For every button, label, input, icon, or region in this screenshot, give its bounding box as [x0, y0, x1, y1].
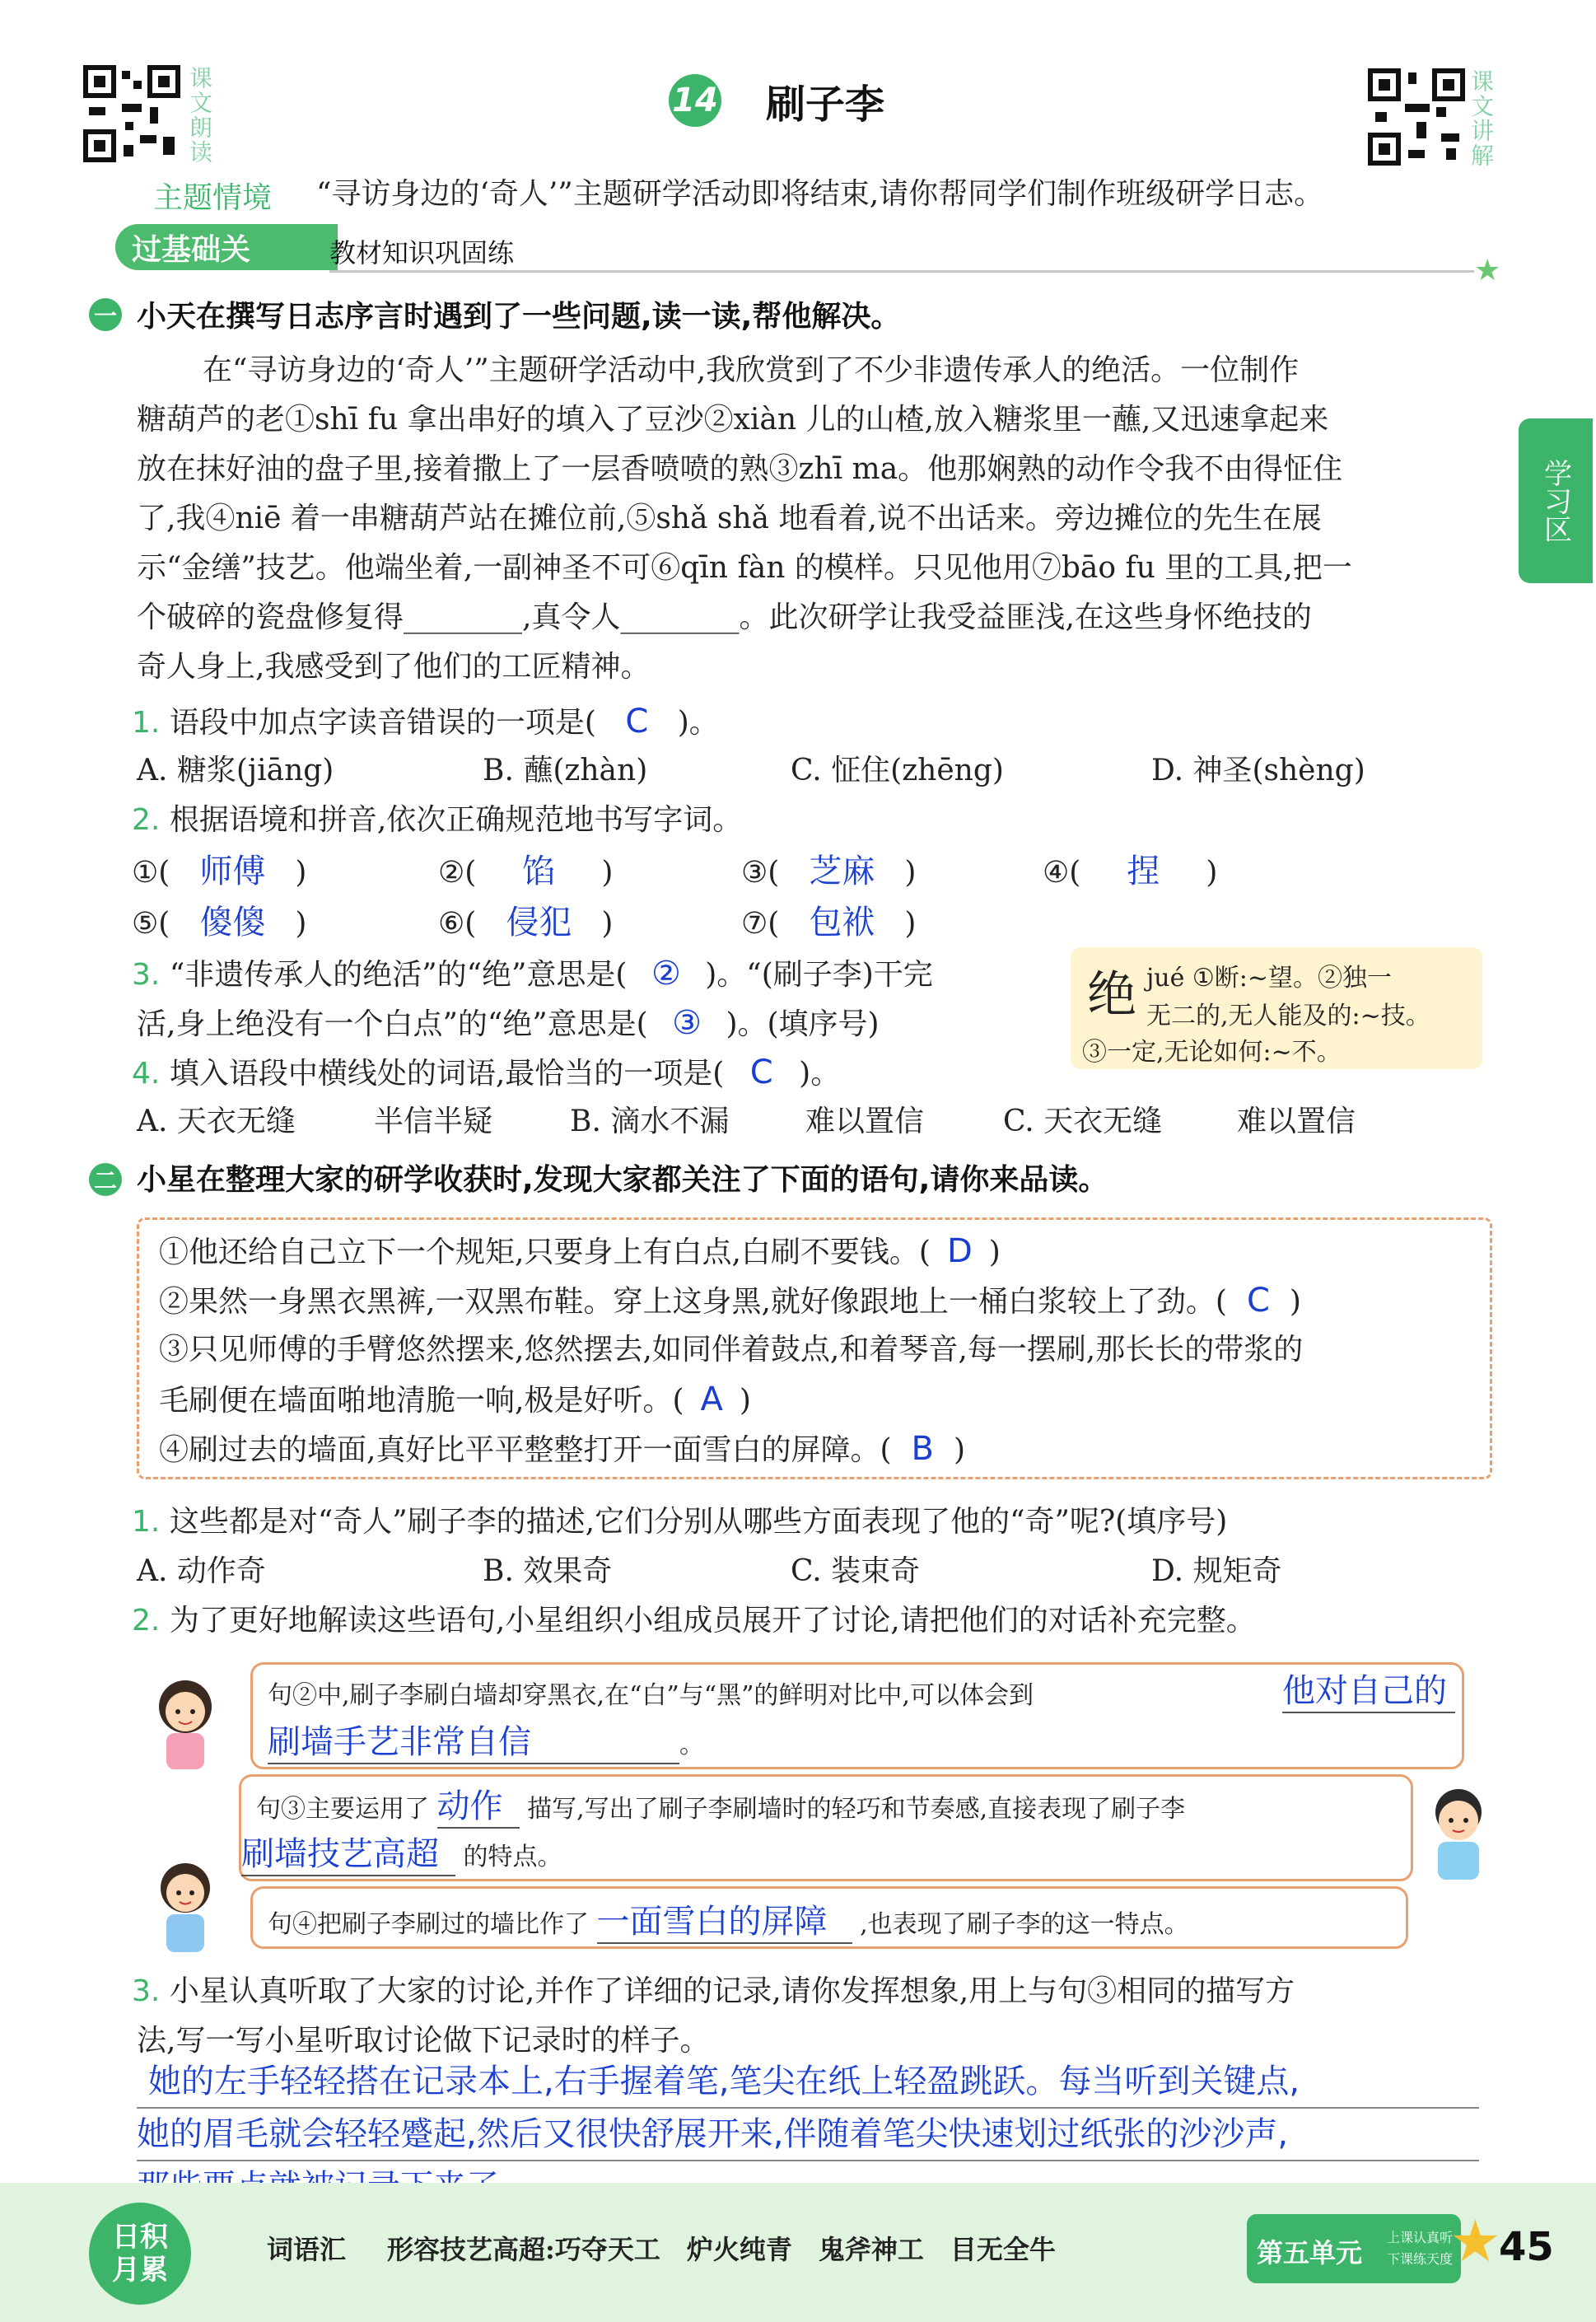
sentence-text: ③只见师傅的手臂悠然摆来,悠然摆去,如同伴着鼓点,和着琴音,每一摆刷,那长长的带浆的 — [159, 1333, 1304, 1367]
p1-q2 — [132, 796, 742, 845]
p2-q3-text1: 小星认真听取了大家的讨论,并作了详细的记录,请你发挥想象,用上与句③相同的描写方 — [169, 1974, 1295, 2008]
dict-line1: jué ①断:~望。②独一 — [1146, 964, 1393, 993]
bubble2-text2: 描写,写出了刷子李刷墙时的轻巧和节奏感,直接表现了刷子李 — [527, 1795, 1186, 1824]
p1-q3-answer2[interactable]: ③ — [672, 1004, 702, 1042]
dict-char: 绝 — [1087, 966, 1136, 1024]
sentence — [159, 1424, 965, 1475]
qr-left-label: 课文朗读 — [186, 66, 213, 165]
p1-q4-num: 4. — [132, 1057, 161, 1091]
passage-line: 放在抹好油的盘子里,接着撒上了一层香喷喷的熟③zhī ma。他那娴熟的动作令我不由得怔住 — [137, 452, 1343, 486]
bubble2-end: 的特点。 — [463, 1843, 562, 1871]
p1-q1 — [132, 697, 719, 748]
q2-item — [438, 898, 613, 949]
option[interactable]: C. 怔住(zhēng) — [791, 754, 1004, 787]
girl-icon — [140, 1857, 231, 1955]
bubble2-line2 — [241, 1828, 562, 1876]
bubble3-line — [268, 1895, 1189, 1944]
side-tab-study-area: 学习区 — [1519, 418, 1593, 583]
part2-icon: 二 — [89, 1163, 122, 1196]
bubble1-answer1[interactable]: 他对自己的 — [1282, 1665, 1455, 1713]
option-second: 半信半疑 — [374, 1105, 493, 1138]
answer-line[interactable]: 她的眉毛就会轻轻蹙起,然后又很快舒展开来,伴随着笔尖快速划过纸张的沙沙声, — [137, 2109, 1479, 2161]
bubble1-answer2[interactable]: 刷墙手艺非常自信 — [268, 1716, 679, 1764]
qr-code-right[interactable] — [1367, 68, 1466, 166]
q2-item — [438, 847, 613, 898]
bubble3-text2: ,也表现了刷子李的这一特点。 — [860, 1910, 1189, 1939]
sentence-answer[interactable]: D — [946, 1232, 973, 1270]
sentence — [159, 1226, 1001, 1278]
p1-q3-text1b: )。“(刷子李)干完 — [705, 958, 933, 992]
p2-q3-line2: 法,写一写小星听取讨论做下记录时的样子。 — [137, 2024, 710, 2058]
p1-q4-close: )。 — [799, 1057, 841, 1091]
section-banner-wrap — [91, 224, 1501, 287]
p1-q2-row1 — [132, 847, 1285, 896]
p1-q3-num: 3. — [132, 958, 161, 992]
footer-unit-sub2: 下课练天度 — [1387, 2251, 1454, 2267]
q2-item — [1043, 847, 1217, 898]
qr-right-label: 课文讲解 — [1468, 69, 1495, 168]
footer-content: 形容技艺高超:巧夺天工 炉火纯青 鬼斧神工 目无全牛 — [387, 2234, 1056, 2265]
section-subtitle: 教材知识巩固练 — [329, 237, 515, 269]
option[interactable]: C. 天衣无缝 — [1003, 1105, 1163, 1138]
p2-q1-text: 这些都是对“奇人”刷子李的描述,它们分别从哪些方面表现了他的“奇”呢?(填序号) — [169, 1505, 1228, 1539]
passage-line: 示“金缮”技艺。他端坐着,一副神圣不可⑥qīn fàn 的模样。只见他用⑦bāo fu 里的工具,把一 — [137, 551, 1352, 585]
p1-q3-text1: “非遗传承人的绝活”的“绝”意思是( — [169, 958, 628, 992]
girl-avatar-2 — [140, 1857, 231, 1955]
passage-line: 了,我④niē 着一串糖葫芦站在摊位前,⑤shǎ shǎ 地看着,说不出话来。旁边摊位的先生在展 — [137, 502, 1322, 535]
part1-heading: 小天在撰写日志序言时遇到了一些问题,读一读,帮他解决。 — [137, 300, 901, 334]
p2-q2 — [132, 1596, 1256, 1646]
sentence-close: ) — [1289, 1285, 1301, 1319]
p2-q3-num: 3. — [132, 1974, 161, 2008]
p1-q3-line1 — [132, 949, 933, 1000]
footer-badge — [89, 2203, 191, 2305]
dict-line2: 无二的,无人能及的:~技。 — [1146, 1002, 1430, 1030]
sentence — [159, 1375, 751, 1426]
theme-text: “寻访身边的‘奇人’”主题研学活动即将结束,请你帮同学们制作班级研学日志。 — [316, 177, 1324, 211]
bubble3-text1: 句④把刷子李刷过的墙比作了 — [268, 1910, 589, 1939]
passage-line: 糖葫芦的老①shī fu 拿出串好的填入了豆沙②xiàn 儿的山楂,放入糖浆里一蘸,又迅速拿起来 — [137, 403, 1329, 437]
option[interactable]: A. 糖浆(jiāng) — [137, 754, 334, 787]
q2-label: ②( — [438, 856, 477, 890]
option[interactable]: D. 神圣(shèng) — [1151, 754, 1365, 787]
p1-q2-num: 2. — [132, 803, 161, 837]
footer-badge-text: 日积月累 — [112, 2221, 168, 2287]
q2-close: ) — [904, 907, 917, 941]
p1-q1-close: )。 — [677, 706, 719, 740]
p1-q4 — [132, 1048, 840, 1099]
q2-answer[interactable]: 包袱 — [809, 904, 875, 941]
q2-label: ①( — [132, 856, 170, 890]
sentence-close: ) — [739, 1384, 751, 1418]
q2-label: ③( — [741, 856, 780, 890]
bubble2-answer2[interactable]: 刷墙技艺高超 — [241, 1828, 455, 1876]
theme-label: 主题情境 — [153, 181, 273, 215]
p2-q1 — [132, 1497, 1227, 1547]
p1-q3-answer1[interactable]: ② — [651, 955, 681, 993]
dictionary-box — [1071, 947, 1482, 1069]
star-mascot-icon: ★ — [1449, 2208, 1501, 2275]
p2-q1-num: 1. — [132, 1505, 161, 1539]
q2-label: ⑦( — [741, 907, 780, 941]
q2-close: ) — [1206, 856, 1218, 890]
q2-close: ) — [601, 856, 614, 890]
girl-icon — [140, 1674, 231, 1773]
sentence-text: ②果然一身黑衣黑裤,一双黑布鞋。穿上这身黑,就好像跟地上一桶白浆较上了劲。( — [159, 1285, 1227, 1319]
p1-q4-text: 填入语段中横线处的词语,最恰当的一项是( — [169, 1057, 725, 1091]
passage — [137, 346, 1487, 692]
qr-code-left-icon — [82, 64, 181, 163]
passage-line: 在“寻访身边的‘奇人’”主题研学活动中,我欣赏到了不少非遗传承人的绝活。一位制作 — [203, 353, 1300, 387]
q2-label: ⑤( — [132, 907, 170, 941]
section-banner: 过基础关 — [115, 224, 338, 270]
bubble1-answer-line — [268, 1716, 704, 1764]
footer-unit-sub1: 上课认真听 — [1387, 2230, 1454, 2245]
footer-unit-box — [1247, 2214, 1461, 2283]
sentence-answer[interactable]: B — [911, 1430, 934, 1468]
sentence-close: ) — [988, 1236, 1001, 1269]
part1-icon: 一 — [89, 298, 122, 331]
p1-q4-answer[interactable]: C — [749, 1054, 773, 1091]
q2-item — [132, 898, 306, 949]
option-second: 难以置信 — [1237, 1105, 1356, 1138]
sentences-box — [137, 1217, 1492, 1479]
option[interactable]: A. 动作奇 — [137, 1554, 266, 1588]
p2-q2-text: 为了更好地解读这些语句,小星组织小组成员展开了讨论,请把他们的对话补充完整。 — [169, 1604, 1256, 1638]
qr-code-right-icon — [1367, 68, 1466, 166]
bubble1-end: 。 — [679, 1731, 704, 1759]
lesson-number-badge: 14 — [669, 74, 721, 127]
star-icon: ★ — [1474, 254, 1501, 287]
option[interactable]: B. 效果奇 — [483, 1554, 613, 1588]
p1-q3-text2: 活,身上绝没有一个白点”的“绝”意思是( — [137, 1007, 648, 1041]
girl-avatar-1 — [140, 1674, 231, 1773]
option[interactable]: A. 天衣无缝 — [137, 1105, 296, 1138]
q2-answer[interactable]: 捏 — [1127, 853, 1160, 890]
p1-q3-line2 — [137, 998, 880, 1049]
sentence — [159, 1276, 1301, 1327]
dialog-bubble-1 — [250, 1662, 1464, 1769]
lesson-title: 刷子李 — [766, 82, 885, 128]
q2-answer[interactable]: 傻傻 — [199, 904, 266, 941]
p2-q1-options — [137, 1547, 1487, 1596]
q2-close: ) — [295, 856, 307, 890]
footer-category: 词语汇 — [267, 2234, 347, 2265]
p2-q2-num: 2. — [132, 1604, 161, 1638]
q2-item — [132, 847, 306, 898]
page-number: 45 — [1499, 2224, 1554, 2270]
bubble3-answer[interactable]: 一面雪白的屏障 — [597, 1895, 852, 1944]
q2-answer[interactable]: 芝麻 — [809, 853, 875, 890]
bubble1-text: 句②中,刷子李刷白墙却穿黑衣,在“白”与“黑”的鲜明对比中,可以体会到 — [268, 1681, 1034, 1710]
passage-line: 个破碎的瓷盘修复得________,真令人________。此次研学让我受益匪浅,在这些身怀绝技的 — [137, 600, 1312, 634]
p1-q2-text: 根据语境和拼音,依次正确规范地书写字词。 — [169, 803, 743, 837]
p1-q1-answer[interactable]: C — [625, 703, 649, 741]
sentence-text: ④刷过去的墙面,真好比平平整整打开一面雪白的屏障。( — [159, 1433, 892, 1467]
qr-code-left[interactable] — [82, 64, 181, 163]
passage-line: 奇人身上,我感受到了他们的工匠精神。 — [137, 650, 651, 684]
p1-q1-text: 语段中加点字读音错误的一项是( — [169, 706, 596, 740]
option[interactable]: B. 滴水不漏 — [570, 1105, 730, 1138]
q2-item — [741, 898, 916, 949]
sentence-answer[interactable]: A — [700, 1381, 723, 1418]
boy-icon — [1413, 1784, 1504, 1883]
footer — [0, 2183, 1596, 2322]
option[interactable]: D. 规矩奇 — [1151, 1554, 1282, 1588]
option-second: 难以置信 — [805, 1105, 925, 1138]
p1-q4-options — [137, 1097, 1487, 1147]
section-rule — [329, 270, 1474, 273]
q2-close: ) — [601, 907, 614, 941]
q2-close: ) — [904, 856, 917, 890]
option[interactable]: B. 蘸(zhàn) — [483, 754, 648, 787]
option[interactable]: C. 装束奇 — [791, 1554, 921, 1588]
dialog-bubble-2 — [239, 1774, 1413, 1881]
boy-avatar — [1413, 1784, 1504, 1883]
sentence-answer[interactable]: C — [1246, 1282, 1270, 1320]
q2-label: ⑥( — [438, 907, 477, 941]
q2-answer[interactable]: 馅 — [522, 853, 556, 890]
q2-close: ) — [295, 907, 307, 941]
sentence — [159, 1325, 1303, 1375]
answer-line[interactable]: 她的左手轻轻搭在记录本上,右手握着笔,笔尖在纸上轻盈跳跃。每当听到关键点, — [137, 2056, 1479, 2109]
bubble2-text1: 句③主要运用了 — [256, 1795, 429, 1824]
p1-q1-num: 1. — [132, 706, 161, 740]
bubble2-line1 — [256, 1780, 1185, 1829]
dict-line3: ③一定,无论如何:~不。 — [1082, 1038, 1342, 1067]
p1-q3-text2b: )。(填序号) — [726, 1007, 880, 1041]
p1-q2-row2 — [132, 898, 1120, 947]
q2-item — [741, 847, 916, 898]
bubble2-answer1[interactable]: 动作 — [437, 1780, 520, 1829]
p2-q3-line1 — [132, 1967, 1295, 2016]
sentence-close: ) — [953, 1433, 965, 1467]
sentence-text: 毛刷便在墙面啪地清脆一响,极是好听。( — [159, 1384, 684, 1418]
q2-label: ④( — [1043, 856, 1081, 890]
footer-unit: 第五单元 — [1257, 2237, 1363, 2268]
sentence-text: ①他还给自己立下一个规矩,只要身上有白点,白刷不要钱。( — [159, 1236, 931, 1269]
part2-heading: 小星在整理大家的研学收获时,发现大家都关注了下面的语句,请你来品读。 — [137, 1163, 1108, 1197]
q2-answer[interactable]: 侵犯 — [506, 904, 572, 941]
dialog-bubble-3 — [250, 1886, 1408, 1949]
q2-answer[interactable]: 师傅 — [199, 853, 266, 890]
